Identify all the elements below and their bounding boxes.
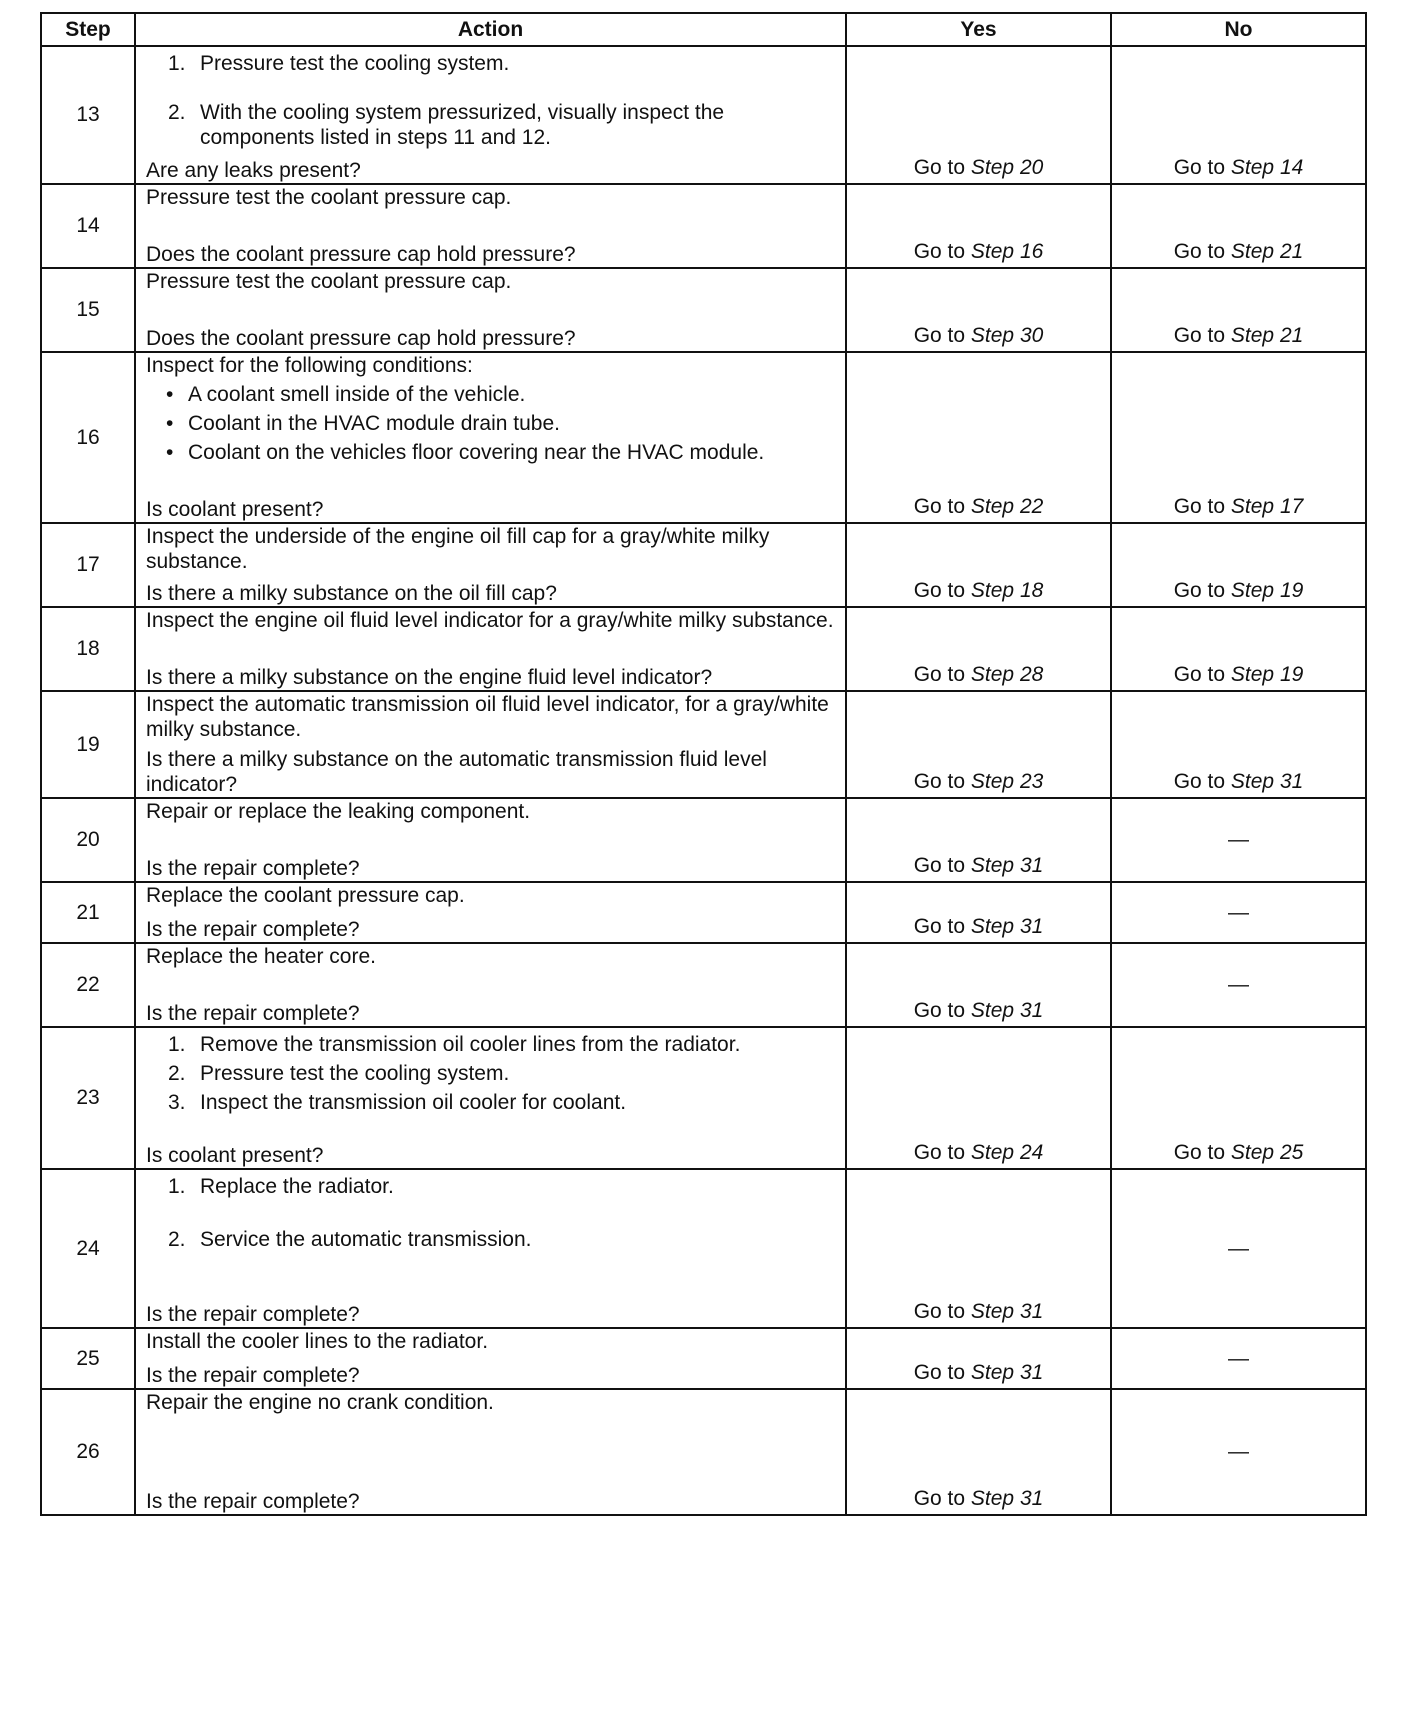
goto-step: Step 31 [970, 1300, 1044, 1323]
goto-step: Step 20 [970, 156, 1044, 179]
yes-goto [914, 1141, 1044, 1164]
yes-goto [914, 663, 1044, 686]
instruction-text: Repair the engine no crank condition. [146, 1391, 494, 1414]
item-text: Pressure test the cooling system. [200, 52, 510, 75]
yes-cell [846, 943, 1111, 1027]
yes-cell [846, 46, 1111, 184]
no-cell [1111, 268, 1366, 352]
header-step: Step [41, 13, 135, 46]
action-content [146, 692, 839, 797]
goto-step: Step 21 [1230, 324, 1304, 347]
question-text: Does the coolant pressure cap hold pressure? [146, 327, 576, 350]
yes-goto [914, 156, 1044, 179]
action-content [146, 944, 839, 1026]
goto-step: Step 31 [970, 999, 1044, 1022]
bullet-icon: • [166, 383, 174, 406]
step-number: 17 [41, 523, 135, 607]
bullet-item [146, 440, 839, 465]
action-instructions [146, 608, 839, 633]
action-instructions [146, 1329, 839, 1354]
no-cell-dash: — [1111, 1169, 1366, 1328]
goto-prefix: Go to [913, 324, 966, 347]
action-instructions [146, 47, 839, 150]
action-cell [135, 523, 846, 607]
table-row [41, 352, 1366, 523]
goto-prefix: Go to [1173, 663, 1226, 686]
step-number: 19 [41, 691, 135, 798]
bullet-text: Coolant on the vehicles floor covering near the HVAC module. [188, 441, 765, 464]
action-cell [135, 352, 846, 523]
action-instructions [146, 692, 839, 742]
bullet-icon: • [166, 441, 174, 464]
table-row [41, 46, 1366, 184]
table-row [41, 523, 1366, 607]
item-number: 3. [168, 1091, 186, 1114]
step-number: 25 [41, 1328, 135, 1389]
action-content [146, 1170, 839, 1327]
yes-cell [846, 1169, 1111, 1328]
goto-step: Step 18 [970, 579, 1044, 602]
action-content [146, 353, 839, 522]
table-row [41, 607, 1366, 691]
numbered-item [146, 1032, 839, 1057]
no-goto [1174, 324, 1304, 347]
instruction-text: Install the cooler lines to the radiator. [146, 1330, 489, 1353]
goto-prefix: Go to [913, 1487, 966, 1510]
action-instructions [146, 185, 839, 210]
question-text: Are any leaks present? [146, 159, 361, 182]
goto-step: Step 31 [970, 854, 1044, 877]
item-number: 2. [168, 1062, 186, 1085]
goto-step: Step 31 [970, 1361, 1044, 1384]
goto-step: Step 25 [1230, 1141, 1304, 1164]
goto-prefix: Go to [913, 915, 966, 938]
instruction-text: Pressure test the coolant pressure cap. [146, 270, 512, 293]
action-content [146, 185, 839, 267]
table-body [41, 46, 1366, 1515]
goto-step: Step 31 [970, 915, 1044, 938]
action-instructions [146, 799, 839, 824]
item-number: 2. [168, 1228, 186, 1251]
question-text: Is coolant present? [146, 1144, 324, 1167]
goto-step: Step 30 [970, 324, 1044, 347]
yes-cell [846, 1389, 1111, 1515]
no-cell-dash: — [1111, 943, 1366, 1027]
action-content [146, 608, 839, 690]
yes-cell [846, 184, 1111, 268]
instruction-text: Inspect the underside of the engine oil fill cap for a gray/white milky substance. [146, 525, 770, 573]
action-content [146, 47, 839, 183]
header-no: No [1111, 13, 1366, 46]
yes-goto [914, 495, 1044, 518]
goto-prefix: Go to [913, 663, 966, 686]
goto-prefix: Go to [913, 854, 966, 877]
yes-cell [846, 691, 1111, 798]
yes-goto [914, 999, 1044, 1022]
action-cell [135, 691, 846, 798]
table-row [41, 184, 1366, 268]
no-cell [1111, 607, 1366, 691]
goto-prefix: Go to [1173, 324, 1226, 347]
action-instructions [146, 883, 839, 908]
question-text: Is there a milky substance on the automatic transmission fluid level indicator? [146, 748, 767, 796]
no-goto [1174, 240, 1304, 263]
no-cell-dash: — [1111, 882, 1366, 943]
numbered-item [146, 51, 839, 76]
action-content [146, 1329, 839, 1388]
goto-prefix: Go to [913, 495, 966, 518]
question-text: Is the repair complete? [146, 918, 360, 941]
yes-goto [914, 915, 1044, 938]
no-cell [1111, 46, 1366, 184]
goto-prefix: Go to [1173, 770, 1226, 793]
instruction-text: Replace the coolant pressure cap. [146, 884, 465, 907]
item-number: 1. [168, 1033, 186, 1056]
action-instructions [146, 1028, 839, 1115]
no-cell-dash: — [1111, 1389, 1366, 1515]
no-cell-dash: — [1111, 1328, 1366, 1389]
step-number: 13 [41, 46, 135, 184]
yes-goto [914, 1487, 1044, 1510]
no-cell [1111, 352, 1366, 523]
no-goto [1174, 495, 1304, 518]
goto-step: Step 31 [970, 1487, 1044, 1510]
yes-cell [846, 1027, 1111, 1169]
step-number: 14 [41, 184, 135, 268]
question-text: Is there a milky substance on the engine fluid level indicator? [146, 666, 713, 689]
question-text: Is coolant present? [146, 498, 324, 521]
action-content [146, 1390, 839, 1514]
action-cell [135, 268, 846, 352]
instruction-text: Replace the heater core. [146, 945, 376, 968]
step-number: 21 [41, 882, 135, 943]
no-cell [1111, 1027, 1366, 1169]
step-number: 26 [41, 1389, 135, 1515]
yes-cell [846, 798, 1111, 882]
action-content [146, 524, 839, 606]
numbered-item [146, 1090, 839, 1115]
yes-cell [846, 352, 1111, 523]
action-instructions [146, 1170, 839, 1252]
instruction-text: Inspect the engine oil fluid level indicator for a gray/white milky substance. [146, 609, 834, 632]
yes-goto [914, 240, 1044, 263]
action-cell [135, 882, 846, 943]
action-cell [135, 798, 846, 882]
bullet-item [146, 382, 839, 407]
item-text: Remove the transmission oil cooler lines from the radiator. [200, 1033, 741, 1056]
goto-step: Step 14 [1230, 156, 1304, 179]
numbered-item [146, 100, 839, 150]
instruction-text: Repair or replace the leaking component. [146, 800, 531, 823]
no-goto [1174, 579, 1304, 602]
yes-goto [914, 1300, 1044, 1323]
action-cell [135, 943, 846, 1027]
no-cell [1111, 691, 1366, 798]
yes-goto [914, 854, 1044, 877]
goto-step: Step 16 [970, 240, 1044, 263]
no-cell [1111, 523, 1366, 607]
numbered-item [146, 1227, 839, 1252]
table-row [41, 882, 1366, 943]
action-cell [135, 607, 846, 691]
numbered-item [146, 1061, 839, 1086]
step-number: 15 [41, 268, 135, 352]
table-row [41, 1389, 1366, 1515]
item-text: Pressure test the cooling system. [200, 1062, 510, 1085]
yes-cell [846, 268, 1111, 352]
goto-prefix: Go to [913, 240, 966, 263]
instruction-text: Inspect for the following conditions: [146, 354, 473, 377]
action-instructions [146, 944, 839, 969]
bullet-text: Coolant in the HVAC module drain tube. [188, 412, 560, 435]
question-text: Is the repair complete? [146, 1303, 360, 1326]
action-content [146, 799, 839, 881]
goto-step: Step 17 [1230, 495, 1304, 518]
action-instructions [146, 353, 839, 465]
goto-prefix: Go to [1173, 156, 1226, 179]
table-row [41, 943, 1366, 1027]
yes-cell [846, 1328, 1111, 1389]
yes-cell [846, 607, 1111, 691]
header-action: Action [135, 13, 846, 46]
action-instructions [146, 524, 839, 574]
action-cell [135, 1027, 846, 1169]
action-instructions [146, 1390, 839, 1415]
goto-step: Step 21 [1230, 240, 1304, 263]
goto-prefix: Go to [913, 770, 966, 793]
goto-prefix: Go to [913, 1361, 966, 1384]
table-row [41, 691, 1366, 798]
bullet-icon: • [166, 412, 174, 435]
item-number: 1. [168, 1175, 186, 1198]
table-row [41, 798, 1366, 882]
table-row [41, 268, 1366, 352]
numbered-item [146, 1174, 839, 1199]
no-goto [1174, 663, 1304, 686]
goto-prefix: Go to [913, 1141, 966, 1164]
item-number: 2. [168, 101, 186, 124]
item-text: Replace the radiator. [200, 1175, 394, 1198]
instruction-text: Inspect the automatic transmission oil fluid level indicator, for a gray/white milky substance. [146, 693, 829, 741]
table-row [41, 1027, 1366, 1169]
question-text: Is the repair complete? [146, 857, 360, 880]
goto-step: Step 19 [1230, 579, 1304, 602]
step-number: 23 [41, 1027, 135, 1169]
step-number: 20 [41, 798, 135, 882]
goto-prefix: Go to [913, 579, 966, 602]
goto-step: Step 31 [1230, 770, 1304, 793]
action-cell [135, 1389, 846, 1515]
diagnostic-table [40, 12, 1367, 1516]
action-content [146, 1028, 839, 1168]
goto-step: Step 24 [970, 1141, 1044, 1164]
item-text: Inspect the transmission oil cooler for coolant. [200, 1091, 627, 1114]
question-text: Is the repair complete? [146, 1490, 360, 1513]
yes-goto [914, 1361, 1044, 1384]
table-row [41, 1169, 1366, 1328]
yes-goto [914, 324, 1044, 347]
yes-cell [846, 523, 1111, 607]
goto-step: Step 23 [970, 770, 1044, 793]
goto-step: Step 28 [970, 663, 1044, 686]
header-yes: Yes [846, 13, 1111, 46]
goto-step: Step 19 [1230, 663, 1304, 686]
step-number: 18 [41, 607, 135, 691]
instruction-text: Pressure test the coolant pressure cap. [146, 186, 512, 209]
action-cell [135, 1169, 846, 1328]
no-goto [1174, 1141, 1304, 1164]
action-cell [135, 46, 846, 184]
action-content [146, 883, 839, 942]
bullet-text: A coolant smell inside of the vehicle. [188, 383, 526, 406]
header-row [41, 13, 1366, 46]
goto-step: Step 22 [970, 495, 1044, 518]
step-number: 22 [41, 943, 135, 1027]
item-number: 1. [168, 52, 186, 75]
action-instructions [146, 269, 839, 294]
yes-goto [914, 770, 1044, 793]
question-text: Is the repair complete? [146, 1364, 360, 1387]
no-cell [1111, 184, 1366, 268]
goto-prefix: Go to [1173, 579, 1226, 602]
goto-prefix: Go to [913, 1300, 966, 1323]
yes-cell [846, 882, 1111, 943]
yes-goto [914, 579, 1044, 602]
goto-prefix: Go to [913, 156, 966, 179]
step-number: 24 [41, 1169, 135, 1328]
bullet-item [146, 411, 839, 436]
question-text: Is the repair complete? [146, 1002, 360, 1025]
step-number: 16 [41, 352, 135, 523]
question-text: Does the coolant pressure cap hold pressure? [146, 243, 576, 266]
action-content [146, 269, 839, 351]
action-cell [135, 184, 846, 268]
goto-prefix: Go to [1173, 1141, 1226, 1164]
no-goto [1174, 770, 1304, 793]
item-text: With the cooling system pressurized, visually inspect the components listed in steps 11 and 12. [200, 101, 725, 149]
table-row [41, 1328, 1366, 1389]
action-cell [135, 1328, 846, 1389]
no-goto [1174, 156, 1304, 179]
goto-prefix: Go to [1173, 495, 1226, 518]
goto-prefix: Go to [913, 999, 966, 1022]
goto-prefix: Go to [1173, 240, 1226, 263]
no-cell-dash: — [1111, 798, 1366, 882]
item-text: Service the automatic transmission. [200, 1228, 532, 1251]
question-text: Is there a milky substance on the oil fill cap? [146, 582, 557, 605]
